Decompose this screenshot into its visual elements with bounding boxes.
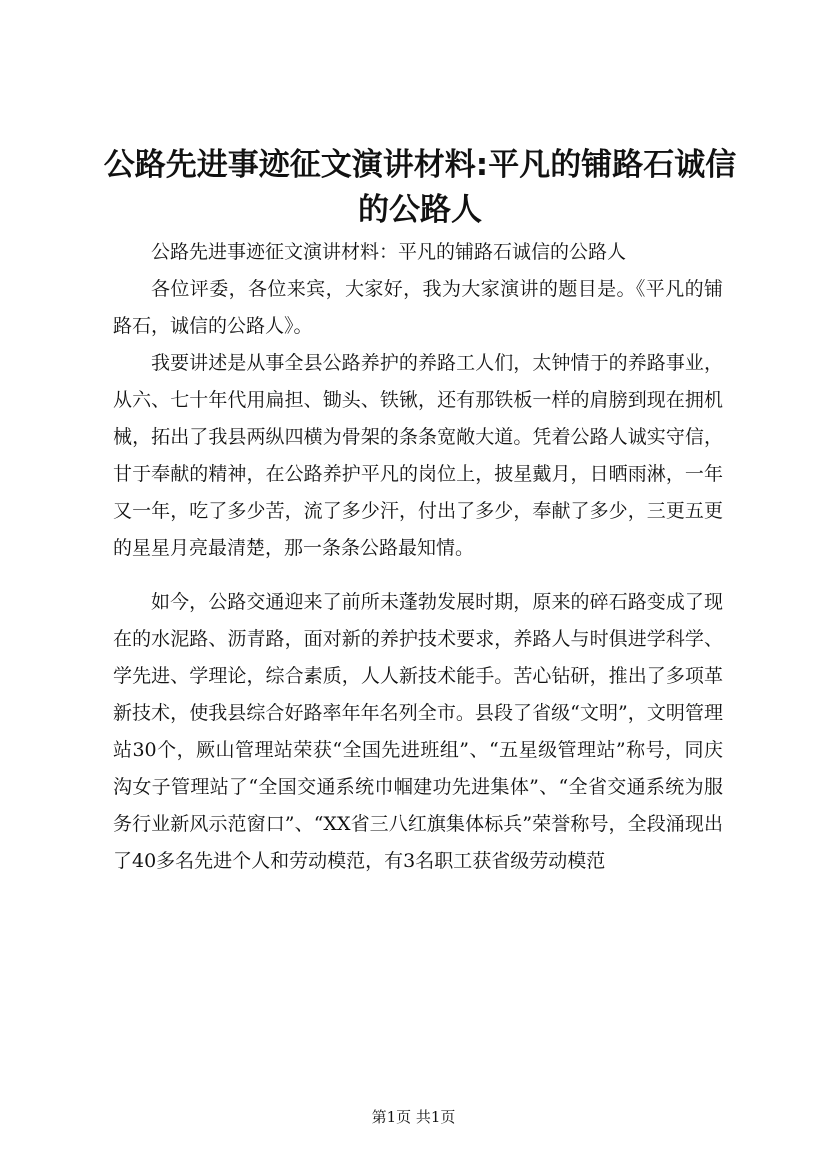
paragraph-achievements: 如今，公路交通迎来了前所未蓬勃发展时期，原来的碎石路变成了现在的水泥路、沥青路，面对新的养护技术要求，养路人与时俱进学科学、学先进、学理论，综合素质，人人新技术能手。苦心钻研，推出了多项革新技术，使我县综合好路率年年名列全市。县段了省级“文明”，文明管理站30个，厥山管理站荣获“全国先进班组”、“五星级管理站”称号，同庆沟女子管理站了“全国交通系统巾帼建功先进集体”、“全省交通系统为服务行业新风示范窗口”、“XX省三八红旗集体标兵”荣誉称号，全段涌现出了40多名先进个人和劳动模范，有3名职工获省级劳动模范 (113, 591, 723, 872)
document-title: 公路先进事迹征文演讲材料:平凡的铺路石诚信的公路人 (103, 147, 737, 228)
document-body (113, 234, 723, 880)
page-footer: 第1页 共1页 (371, 1108, 456, 1126)
paragraph-greeting: 各位评委，各位来宾，大家好，我为大家演讲的题目是。《平凡的铺路石，诚信的公路人》。 (113, 278, 723, 337)
paragraph-subtitle: 公路先进事迹征文演讲材料：平凡的铺路石诚信的公路人 (151, 241, 627, 263)
paragraph-history: 我要讲述是从事全县公路养护的养路工人们，太钟情于的养路事业，从六、七十年代用扁担、锄头、铁锹，还有那铁板一样的肩膀到现在拥机械，拓出了我县两纵四横为骨架的条条宽敞大道。凭着公路人诚实守信，甘于奉献的精神，在公路养护平凡的岗位上，披星戴月，日晒雨淋，一年又一年，吃了多少苦，流了多少汗，付出了多少，奉献了多少，三更五更的星星月亮最清楚，那一条条公路最知情。 (113, 352, 723, 559)
